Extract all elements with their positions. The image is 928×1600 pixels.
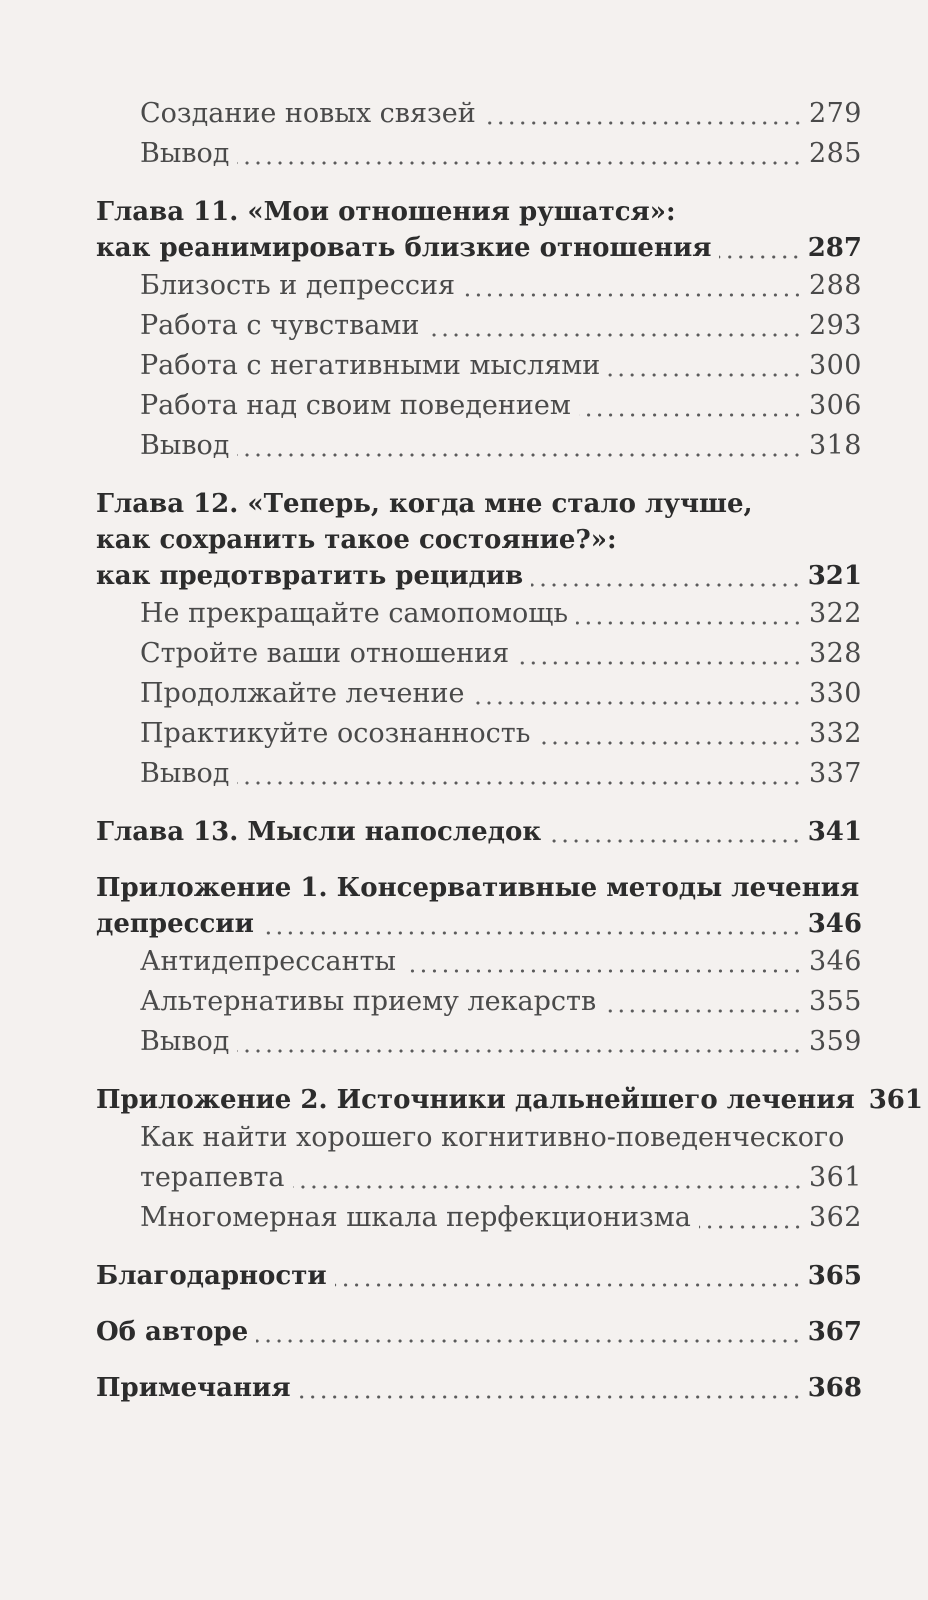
dot-leader (576, 620, 803, 626)
chapter-title-line: как сохранить такое состояние?»: (96, 525, 617, 555)
toc-section-entry[interactable] (96, 754, 862, 794)
section-title: Практикуйте осознанность (140, 718, 531, 749)
toc-section-entry[interactable] (96, 1022, 862, 1062)
section-title: Создание новых связей (140, 98, 476, 129)
toc-section-entry[interactable] (96, 674, 862, 714)
appendix-page-number: 346 (807, 909, 862, 939)
section-title: Стройте ваши отношения (140, 638, 510, 669)
section-page-number: 330 (808, 678, 862, 709)
section-page-number: 355 (808, 986, 862, 1017)
toc-section-entry[interactable] (96, 306, 862, 346)
toc-section-entry[interactable] (96, 634, 862, 674)
section-title: Альтернативы приему лекарств (140, 986, 597, 1017)
section-title-line: терапевта (140, 1162, 285, 1193)
section-title: Не прекращайте самопомощь (140, 598, 569, 629)
section-page-number: 332 (808, 718, 862, 749)
section-page-number: 300 (808, 350, 862, 381)
dot-leader (538, 740, 803, 746)
entry-page-number: 368 (807, 1373, 862, 1403)
section-title: Многомерная шкала перфекционизма (140, 1202, 691, 1233)
toc-chapter-13[interactable] (96, 814, 862, 850)
chapter-title: Глава 13. Мысли напоследок (96, 817, 542, 847)
section-title: Работа с чувствами (140, 310, 420, 341)
section-page-number: 306 (808, 390, 862, 421)
entry-title: Об авторе (96, 1317, 249, 1347)
toc-section-entry[interactable] (96, 1118, 862, 1198)
section-page-number: 285 (808, 138, 862, 169)
section-page-number: 346 (808, 946, 862, 977)
toc-chapter-12[interactable] (96, 486, 862, 594)
toc-notes[interactable] (96, 1370, 862, 1406)
toc-appendix-1[interactable] (96, 870, 862, 942)
section-title: Вывод (140, 758, 230, 789)
toc-section-entry[interactable] (96, 386, 862, 426)
appendix-page-number: 361 (868, 1085, 923, 1115)
section-title: Работа над своим поведением (140, 390, 571, 421)
section-title-line: Как найти хорошего когнитивно-поведенческого (140, 1122, 845, 1153)
dot-leader (463, 292, 803, 298)
chapter-title-line: Глава 12. «Теперь, когда мне стало лучше, (96, 489, 753, 519)
toc-section-entry[interactable] (96, 594, 862, 634)
dot-leader (427, 332, 803, 338)
dot-leader (472, 700, 802, 706)
toc-section-entry[interactable] (96, 266, 862, 306)
dot-leader (484, 120, 803, 126)
dot-leader (237, 452, 803, 458)
toc-section-entry[interactable] (96, 346, 862, 386)
section-page-number: 337 (808, 758, 862, 789)
section-page-number: 328 (808, 638, 862, 669)
dot-leader (237, 160, 803, 166)
table-of-contents (96, 94, 923, 1406)
dot-leader (237, 1048, 803, 1054)
entry-title: Примечания (96, 1373, 291, 1403)
toc-section-entry[interactable] (96, 982, 862, 1022)
dot-leader (579, 412, 803, 418)
entry-title: Благодарности (96, 1261, 327, 1291)
section-title: Продолжайте лечение (140, 678, 465, 709)
chapter-title-line: как предотвратить рецидив (96, 561, 524, 591)
section-page-number: 288 (808, 270, 862, 301)
toc-section-entry[interactable] (96, 1198, 862, 1238)
section-title: Близость и депрессия (140, 270, 456, 301)
appendix-title-line: Приложение 1. Консервативные методы лечения (96, 873, 860, 903)
dot-leader (608, 372, 803, 378)
dot-leader (549, 838, 802, 844)
chapter-page-number: 341 (807, 817, 862, 847)
dot-leader (604, 1008, 803, 1014)
chapter-title-line: как реанимировать близкие отношения (96, 233, 712, 263)
section-title: Работа с негативными мыслями (140, 350, 601, 381)
entry-page-number: 367 (807, 1317, 862, 1347)
dot-leader (299, 1394, 802, 1400)
section-title: Вывод (140, 430, 230, 461)
dot-leader (699, 1224, 803, 1230)
dot-leader (517, 660, 803, 666)
toc-appendix-2[interactable] (96, 1082, 923, 1118)
dot-leader (404, 968, 803, 974)
toc-acknowledgements[interactable] (96, 1258, 862, 1294)
chapter-page-number: 321 (807, 561, 862, 591)
dot-leader (293, 1184, 803, 1190)
section-title: Вывод (140, 1026, 230, 1057)
dot-leader (262, 930, 802, 936)
toc-section-entry[interactable] (96, 426, 862, 466)
dot-leader (237, 780, 803, 786)
section-page-number: 362 (808, 1202, 862, 1233)
toc-section-entry[interactable] (96, 134, 862, 174)
chapter-title-line: Глава 11. «Мои отношения рушатся»: (96, 197, 676, 227)
toc-chapter-11[interactable] (96, 194, 862, 266)
chapter-page-number: 287 (807, 233, 862, 263)
section-title: Антидепрессанты (140, 946, 396, 977)
dot-leader (256, 1338, 802, 1344)
appendix-title-line: депрессии (96, 909, 254, 939)
toc-section-entry[interactable] (96, 714, 862, 754)
section-page-number: 322 (808, 598, 862, 629)
toc-about-author[interactable] (96, 1314, 862, 1350)
entry-page-number: 365 (807, 1261, 862, 1291)
dot-leader (531, 582, 802, 588)
section-title: Вывод (140, 138, 230, 169)
dot-leader (335, 1282, 802, 1288)
section-page-number: 279 (808, 98, 862, 129)
appendix-title: Приложение 2. Источники дальнейшего лечения (96, 1085, 855, 1115)
section-page-number: 361 (808, 1162, 862, 1193)
toc-section-entry[interactable] (96, 942, 862, 982)
dot-leader (719, 254, 801, 260)
section-page-number: 318 (808, 430, 862, 461)
section-page-number: 293 (808, 310, 862, 341)
toc-section-entry[interactable] (96, 94, 862, 134)
section-page-number: 359 (808, 1026, 862, 1057)
